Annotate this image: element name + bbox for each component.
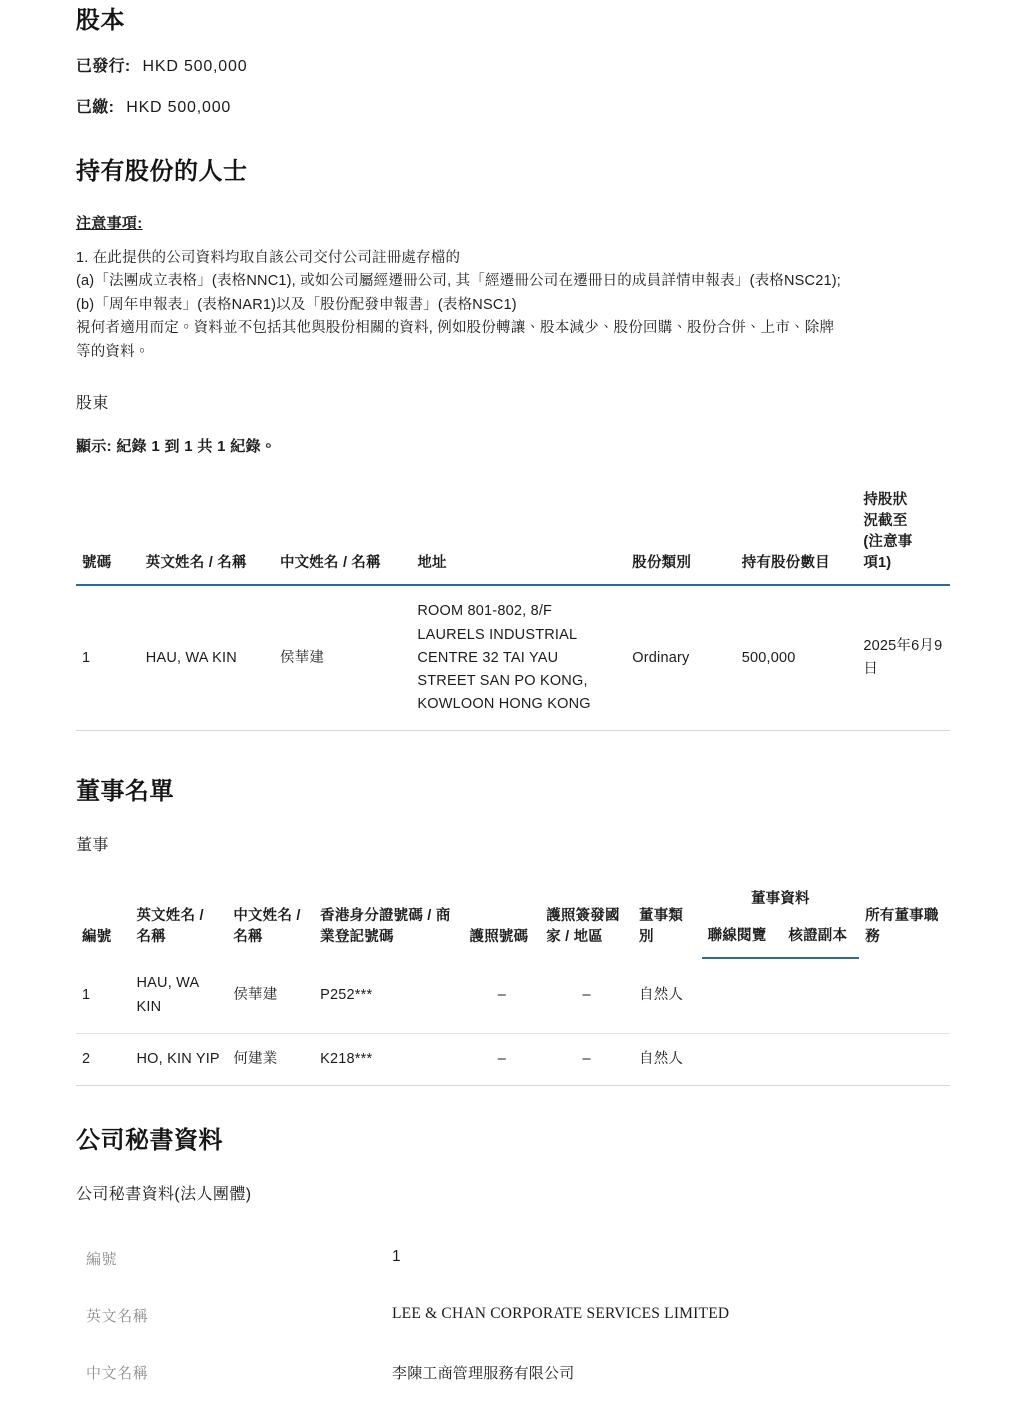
secretary-title: 公司秘書資料	[76, 1126, 223, 1154]
director-passport-no: –	[464, 1033, 541, 1085]
director-online-view[interactable]	[702, 1033, 783, 1085]
director-passport-no: –	[464, 958, 541, 1033]
director-no: 2	[76, 1033, 130, 1085]
secretary-no-value: 1	[392, 1247, 401, 1265]
directors-table	[76, 879, 950, 1086]
secretary-no-label: 編號	[86, 1250, 118, 1268]
director-passport-country: –	[540, 1033, 633, 1085]
secretary-row-name-en	[76, 1287, 950, 1344]
director-id-no: P252***	[314, 958, 463, 1033]
shareholder-as-at: 2025年6月9日	[857, 585, 950, 730]
notes-body	[76, 247, 950, 364]
note-line-3: (b)「周年申報表」(表格NAR1)以及「股份配發申報書」(表格NSC1)	[76, 296, 517, 313]
col-director-id-no: 香港身分證號碼 / 商業登記號碼	[320, 908, 451, 946]
director-passport-country: –	[540, 958, 633, 1033]
director-type: 自然人	[633, 1033, 702, 1085]
col-shares-held: 持有股份數目	[736, 480, 858, 585]
table-row	[76, 1033, 950, 1085]
directors-title: 董事名單	[76, 778, 174, 806]
director-certified-copy[interactable]	[782, 1033, 859, 1085]
share-capital-issued-row	[76, 53, 950, 76]
shareholders-table	[76, 480, 950, 731]
secretary-name-zh-label: 中文名稱	[86, 1364, 149, 1382]
share-capital-issued-value: HKD 500,000	[142, 58, 248, 75]
shareholders-showing-count: 顯示: 紀錄 1 到 1 共 1 紀錄。	[76, 438, 277, 456]
col-director-info-group: 董事資料	[750, 891, 810, 908]
col-director-name-en: 英文姓名 / 名稱	[136, 908, 204, 946]
table-row	[76, 958, 950, 1033]
col-shares-as-at-line-2: 況截至	[863, 513, 908, 530]
col-shareholder-address: 地址	[411, 480, 626, 585]
shareholder-shares-held: 500,000	[736, 585, 858, 730]
director-name-zh: 何建業	[227, 1033, 314, 1085]
director-all-positions[interactable]	[859, 958, 950, 1033]
secretary-name-en-value: LEE & CHAN CORPORATE SERVICES LIMITED	[392, 1304, 730, 1322]
share-capital-title: 股本	[76, 7, 125, 34]
director-name-zh: 侯華建	[227, 958, 314, 1033]
col-director-name-zh: 中文姓名 / 名稱	[233, 908, 301, 946]
col-shareholder-name-en: 英文姓名 / 名稱	[140, 480, 274, 585]
share-capital-paidup-label: 已繳:	[76, 99, 115, 116]
shareholder-share-class: Ordinary	[626, 585, 735, 730]
col-director-no	[76, 879, 130, 958]
note-line-4: 視何者適用而定。資料並不包括其他與股份相關的資料, 例如股份轉讓、股本減少、股份回購、股份合併、上市、除牌	[76, 320, 835, 337]
col-share-class: 股份類別	[626, 480, 735, 585]
shareholder-name-en: HAU, WA KIN	[140, 585, 274, 730]
director-no: 1	[76, 958, 130, 1033]
col-shareholder-name-zh: 中文姓名 / 名稱	[274, 480, 411, 585]
director-certified-copy[interactable]	[782, 958, 859, 1033]
col-director-all-positions: 所有董事職務	[865, 908, 939, 946]
note-line-5: 等的資料。	[76, 343, 150, 360]
director-online-view[interactable]	[702, 958, 783, 1033]
shareholder-name-zh: 侯華建	[274, 585, 411, 730]
secretary-details	[76, 1230, 950, 1401]
col-director-certified-copy: 核證副本	[782, 916, 859, 958]
col-director-no-label: 編號	[82, 929, 112, 946]
shareholder-no: 1	[76, 585, 140, 730]
col-shares-as-at	[857, 480, 950, 585]
notes-label: 注意事項:	[76, 215, 143, 232]
share-capital-paidup-value: HKD 500,000	[126, 99, 232, 116]
col-director-type: 董事類別	[639, 908, 684, 946]
shareholder-address: ROOM 801-802, 8/F LAURELS INDUSTRIAL CENTRE 32 TAI YAU STREET SAN PO KONG, KOWLOON HONG KONG	[411, 585, 626, 730]
share-capital-issued-label: 已發行:	[76, 58, 131, 75]
director-all-positions[interactable]	[859, 1033, 950, 1085]
col-director-online-view: 聯線閱覽	[702, 916, 783, 958]
director-name-en: HO, KIN YIP	[130, 1033, 227, 1085]
secretary-name-en-label: 英文名稱	[86, 1307, 149, 1325]
director-type: 自然人	[633, 958, 702, 1033]
directors-sub-label: 董事	[76, 837, 109, 855]
director-name-en: HAU, WA KIN	[130, 958, 227, 1033]
note-line-2: (a)「法團成立表格」(表格NNC1), 或如公司屬經遷冊公司, 其「經遷冊公司在遷冊日的成員詳情申報表」(表格NSC21);	[76, 273, 841, 290]
secretary-row-name-zh	[76, 1344, 950, 1401]
col-shareholder-no: 號碼	[76, 480, 140, 585]
shareholders-sub-label: 股東	[76, 395, 109, 413]
secretary-sub-label: 公司秘書資料(法人團體)	[76, 1185, 252, 1203]
note-line-1: 1. 在此提供的公司資料均取自該公司交付公司註冊處存檔的	[76, 250, 461, 266]
table-row	[76, 585, 950, 730]
col-shares-as-at-line-4: 項1)	[863, 555, 892, 572]
col-director-passport-no: 護照號碼	[469, 929, 529, 946]
col-shares-as-at-line-1: 持股狀	[863, 492, 908, 509]
director-id-no: K218***	[314, 1033, 463, 1085]
shareholders-title: 持有股份的人士	[76, 158, 248, 185]
col-shares-as-at-line-3: (注意事	[863, 534, 913, 551]
share-capital-paidup-row	[76, 94, 950, 117]
secretary-row-no	[76, 1230, 950, 1287]
col-director-passport-country: 護照簽發國家 / 地區	[546, 908, 620, 946]
secretary-name-zh-value: 李陳工商管理服務有限公司	[392, 1364, 575, 1382]
